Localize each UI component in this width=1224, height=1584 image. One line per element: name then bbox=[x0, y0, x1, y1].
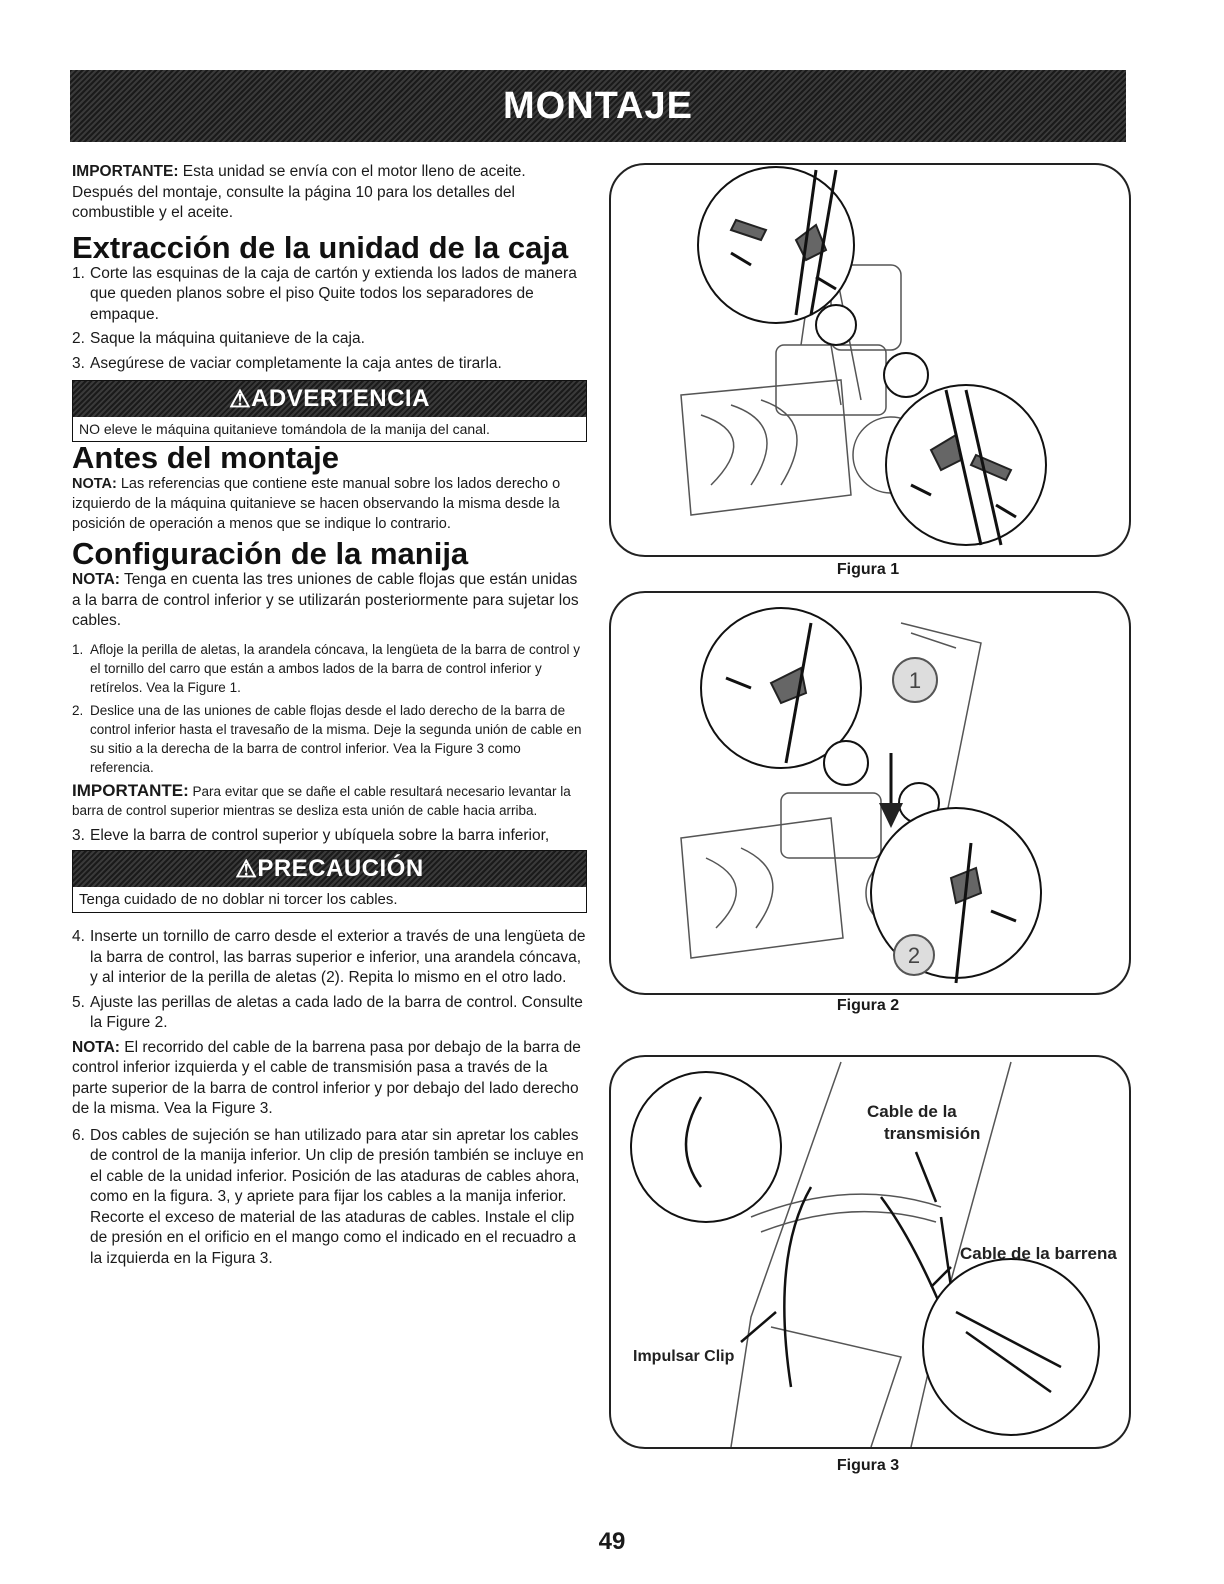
warning-bar bbox=[73, 381, 586, 417]
handle-steps-a bbox=[72, 640, 587, 777]
handle-steps-b bbox=[72, 927, 587, 1034]
list-item: 6. Dos cables de sujeción se han utilizado para atar sin apretar los cables de control de la manija inferior. Un clip de presión también se incluye en el cable de la unidad inferior. Posición de las ataduras de cables ahora, como en la figura. 3, y apriete para fijar los cables a la manija inferior. Recorte el exceso de material de las ataduras de cables. Instale el clip de presión en el orificio en el mango como el indicado en el recuadro a la izquierda en la Figura 3. bbox=[72, 1126, 584, 1267]
handle-step-3 bbox=[72, 826, 587, 847]
list-item: 2. Saque la máquina quitanieve de la caja. bbox=[72, 330, 365, 347]
list-item: 3. Asegúrese de vaciar completamente la caja antes de tirarla. bbox=[72, 354, 502, 372]
caution-triangle-icon: ⚠ bbox=[235, 855, 258, 883]
list-item: 2. Deslice una de las uniones de cable flojas desde el lado derecho de la barra de control inferior hasta el travesaño de la misma. Deje la segunda unión de cable en su sitio a la derecha de la barra de control inferior. Vea la Figure 3 como referencia. bbox=[72, 702, 582, 775]
label-clip: Impulsar Clip bbox=[633, 1348, 735, 1365]
list-item: 1. Corte las esquinas de la caja de cartón y extienda los lados de manera que queden planos sobre el piso Quite todos los separadores de empaque. bbox=[72, 264, 577, 323]
list-item: 5. Ajuste las perillas de aletas a cada lado de la barra de control. Consulte la Figure 2. bbox=[72, 993, 583, 1031]
callout-2-label: 2 bbox=[907, 943, 921, 968]
caution-title: PRECAUCIÓN bbox=[257, 855, 424, 882]
intro-label: IMPORTANTE: bbox=[72, 163, 179, 180]
list-item: 4. Inserte un tornillo de carro desde el exterior a través de una lengüeta de la barra de control, las barras superior e inferior, una arandela cóncava, y al interior de la perilla de aletas (2). Repita lo mismo en el otro lado. bbox=[72, 928, 586, 986]
note-cable-ties: NOTA: Tenga en cuenta las tres uniones de cable flojas que están unidas a la barra de control inferior y se utilizarán posteriormente para sujetar los cables. bbox=[72, 571, 579, 629]
arrow-down-icon bbox=[879, 803, 903, 828]
caution-bar bbox=[73, 851, 586, 887]
figure-3-illustration bbox=[611, 1057, 1129, 1447]
figure-1-caption: Figura 1 bbox=[836, 561, 900, 578]
unboxing-steps bbox=[72, 264, 587, 375]
warning-text: NO eleve le máquina quitanieve tomándola de la manija del canal. bbox=[79, 421, 490, 437]
label-transmision-1: Cable de la bbox=[867, 1102, 957, 1121]
label-barrena: Cable de la barrena bbox=[960, 1244, 1117, 1263]
figure-3 bbox=[609, 1055, 1131, 1449]
figure-2 bbox=[609, 591, 1131, 995]
label-transmision-2: transmisión bbox=[884, 1124, 981, 1143]
handle-step-6 bbox=[72, 1126, 587, 1270]
caution-box bbox=[72, 850, 587, 913]
left-column bbox=[72, 162, 587, 1273]
figure-1-illustration bbox=[611, 165, 1129, 555]
callout-1-label: 1 bbox=[908, 668, 922, 693]
important-cable-note: IMPORTANTE: Para evitar que se dañe el cable resultará necesario levantar la barra de control superior mientras se desliza esta unión de cable hacia arriba. bbox=[72, 780, 571, 818]
caution-text: Tenga cuidado de no doblar ni torcer los cables. bbox=[79, 891, 398, 908]
intro-paragraph bbox=[72, 162, 587, 224]
heading-unboxing: Extracción de la unidad de la caja bbox=[72, 229, 569, 265]
figure-2-caption: Figura 2 bbox=[836, 997, 900, 1014]
section-banner bbox=[70, 70, 1126, 142]
figure-3-caption: Figura 3 bbox=[836, 1457, 900, 1474]
page-number: 49 bbox=[598, 1528, 626, 1555]
heading-before-assembly: Antes del montaje bbox=[72, 440, 339, 475]
figure-1 bbox=[609, 163, 1131, 557]
warning-triangle-icon: ⚠ bbox=[229, 385, 252, 413]
heading-handle-config: Configuración de la manija bbox=[72, 536, 469, 571]
note-cable-routing: NOTA: El recorrido del cable de la barrena pasa por debajo de la barra de control inferior izquierda y el cable de transmisión pasa a través de la parte superior de la barra de control inferior y por debajo del lado derecho de la misma. Vea la Figure 3. bbox=[72, 1038, 581, 1117]
figure-2-illustration bbox=[611, 593, 1129, 993]
intro-text: Esta unidad se envía con el motor lleno de aceite. Después del montaje, consulte la página 10 para los detalles del combustible y el aceite. bbox=[72, 163, 526, 221]
list-item: 3. Eleve la barra de control superior y ubíquela sobre la barra inferior, bbox=[72, 826, 550, 844]
warning-title: ADVERTENCIA bbox=[251, 385, 430, 412]
list-item: 1. Afloje la perilla de aletas, la arandela cóncava, la lengüeta de la barra de control y el tornillo del carro que están a ambos lados de la barra de control inferior y retírelos. Vea la Figure 1. bbox=[72, 641, 581, 695]
warning-box bbox=[72, 380, 587, 442]
note-sides: NOTA: Las referencias que contiene este manual sobre los lados derecho o izquierdo de la máquina quitanieve se hacen observando la misma desde la posición de operación a menos que se indique lo contrario. bbox=[72, 476, 561, 532]
banner-title: MONTAJE bbox=[503, 84, 693, 127]
